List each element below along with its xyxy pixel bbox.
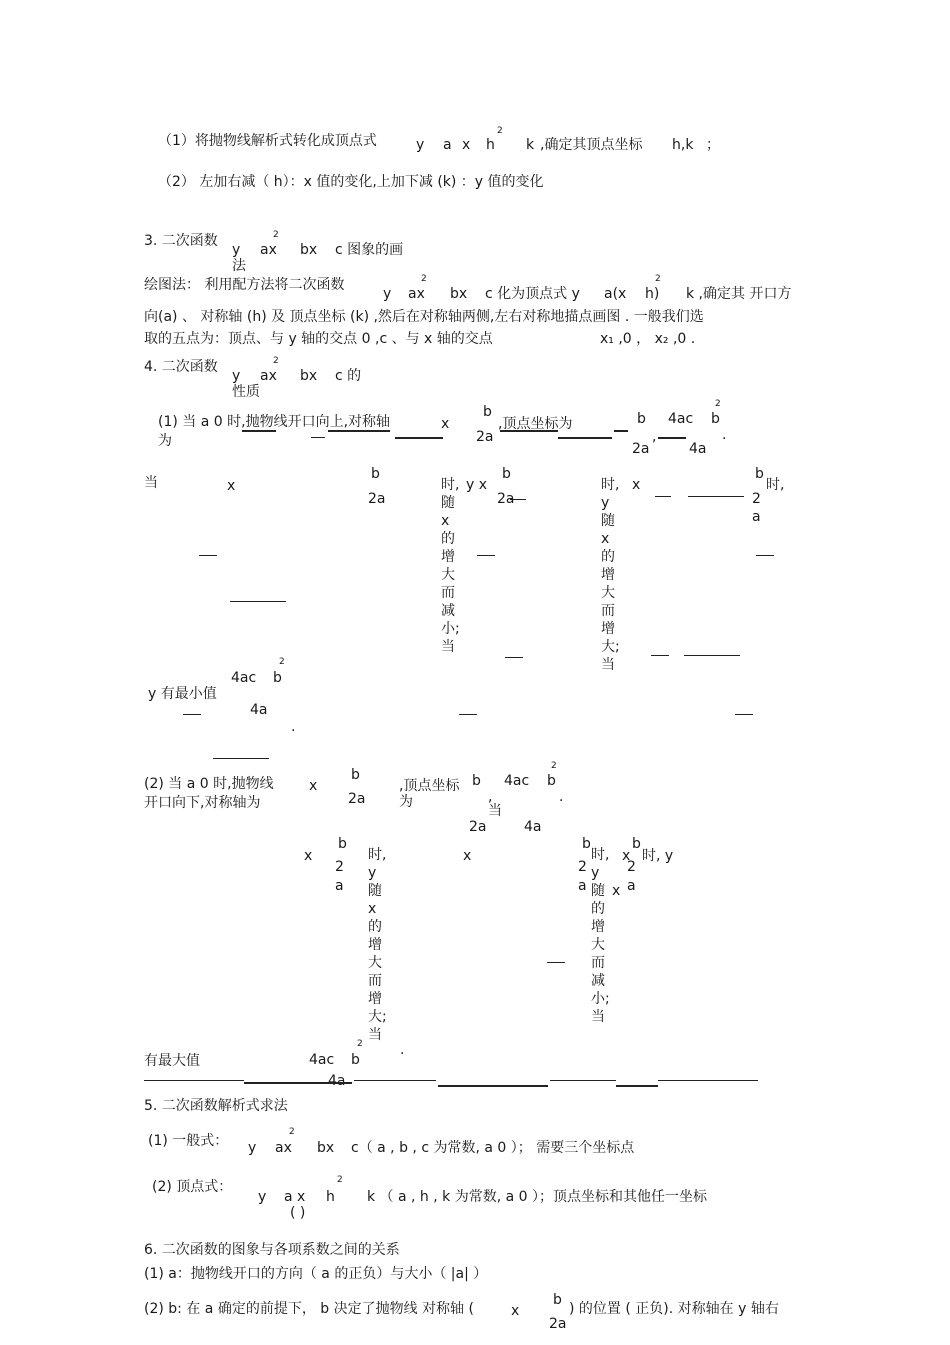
text-fragment: 时,	[766, 477, 785, 493]
text-fragment: 当	[144, 475, 158, 491]
text-fragment: ( )	[290, 1205, 306, 1221]
text-fragment: a x	[284, 1189, 306, 1205]
text-fragment: 为	[399, 794, 413, 810]
text-fragment: 2	[551, 761, 557, 771]
text-fragment: ,顶点坐标为	[498, 416, 573, 432]
text-fragment: c 图象的画	[335, 242, 404, 258]
text-fragment: ,	[488, 789, 493, 805]
vertical-text-column: 时,y随的增大而减小;当	[591, 847, 610, 1025]
text-fragment: x	[441, 416, 450, 432]
text-fragment: a	[335, 878, 344, 894]
text-fragment: b	[755, 466, 764, 482]
text-fragment: (2) 顶点式：	[152, 1179, 233, 1195]
text-fragment: b	[483, 404, 492, 420]
text-fragment: x	[463, 848, 472, 864]
text-fragment: bx	[300, 242, 318, 258]
text-fragment: 2	[273, 356, 279, 366]
text-fragment: 4ac	[668, 411, 694, 427]
text-fragment: y	[416, 137, 425, 153]
text-fragment: ax	[260, 242, 277, 258]
text-fragment: 2	[335, 859, 344, 875]
text-fragment: ,确定其顶点坐标	[540, 137, 643, 153]
text-fragment: 绘图法： 利用配方法将二次函数	[144, 277, 345, 293]
text-fragment: ,	[652, 429, 657, 445]
text-fragment: b	[351, 1052, 360, 1068]
text-fragment: 2	[273, 230, 279, 240]
text-fragment: b	[351, 767, 360, 783]
text-fragment: ) 的位置 ( 正负). 对称轴在 y 轴右	[569, 1301, 779, 1317]
text-fragment: 4a	[250, 702, 268, 718]
text-fragment: (2) b: 在 a 确定的前提下， b 决定了抛物线 对称轴 (	[144, 1301, 474, 1317]
fraction-bar	[505, 657, 523, 658]
text-fragment: k （ a , h , k 为常数, a 0 ）；顶点坐标和其他任一坐标	[367, 1189, 708, 1205]
text-fragment: b	[582, 836, 591, 852]
text-fragment: 2	[357, 1039, 363, 1049]
text-fragment: x₁ ,0 ， x₂ ,0 .	[600, 331, 696, 347]
text-fragment: h	[326, 1189, 335, 1205]
text-fragment: b	[472, 773, 481, 789]
text-fragment: ax	[275, 1140, 292, 1156]
text-fragment: 2	[627, 859, 636, 875]
fraction-bar	[230, 601, 286, 602]
text-fragment: b	[711, 411, 720, 427]
text-fragment: a	[443, 137, 452, 153]
text-fragment: 法	[232, 258, 246, 274]
text-fragment: x	[511, 1303, 520, 1319]
text-fragment: x	[309, 778, 318, 794]
text-fragment: 2	[655, 274, 661, 284]
text-fragment: 向(a) 、 对称轴 (h) 及 顶点坐标 (k) ,然后在对称轴两侧,左右对称地描点画图 . 一般我们选	[144, 309, 704, 325]
text-fragment: 4ac	[504, 773, 530, 789]
text-fragment: y	[383, 286, 392, 302]
text-fragment: 2a	[549, 1316, 567, 1332]
text-fragment: x	[612, 883, 621, 899]
text-fragment: ax	[260, 368, 277, 384]
text-fragment: .	[400, 1042, 405, 1058]
text-fragment: 2	[578, 859, 587, 875]
text-fragment: b	[632, 836, 641, 852]
fraction-bar	[547, 962, 565, 963]
text-fragment: y	[232, 368, 241, 384]
text-fragment: x	[462, 137, 471, 153]
text-fragment: k	[526, 137, 535, 153]
text-fragment: 3. 二次函数	[144, 233, 218, 249]
text-fragment: 4a	[328, 1073, 346, 1089]
text-fragment: ax	[408, 286, 425, 302]
text-fragment: 2	[279, 657, 285, 667]
fraction-bar	[354, 1080, 436, 1081]
text-fragment: x	[632, 477, 641, 493]
fraction-bar	[183, 714, 201, 715]
text-fragment: 2	[715, 399, 721, 409]
text-fragment: 4. 二次函数	[144, 359, 218, 375]
text-fragment: bx	[300, 368, 318, 384]
text-fragment: y 有最小值	[148, 686, 217, 702]
text-fragment: h,k	[672, 137, 694, 153]
text-fragment: c 的	[335, 368, 362, 384]
fraction-bar	[658, 1080, 758, 1081]
text-fragment: 4a	[524, 819, 542, 835]
text-fragment: 取的五点为：顶点、与 y 轴的交点 0 ,c 、与 x 轴的交点	[144, 331, 493, 347]
text-fragment: x	[227, 478, 236, 494]
text-fragment: 2a	[469, 819, 487, 835]
fraction-bar	[459, 714, 477, 715]
text-fragment: c 化为顶点式 y	[485, 286, 580, 302]
fraction-bar	[199, 555, 217, 556]
fraction-bar	[328, 430, 390, 432]
text-fragment: b	[371, 466, 380, 482]
text-fragment: 2a	[368, 491, 386, 507]
text-fragment: b	[502, 466, 511, 482]
vertical-text-column: 时,随x的增大而减小;当	[441, 477, 460, 655]
text-fragment: （1）将抛物线解析式转化成顶点式	[158, 133, 377, 149]
fraction-bar	[756, 555, 774, 556]
text-fragment: 2a	[348, 791, 366, 807]
fraction-bar	[655, 496, 671, 497]
text-fragment: a(x	[604, 286, 627, 302]
text-fragment: .	[291, 719, 296, 735]
text-fragment: k ,确定其 开口方	[686, 286, 792, 302]
text-fragment: 4a	[689, 441, 707, 457]
fraction-bar	[658, 437, 686, 439]
text-fragment: b	[553, 1292, 562, 1308]
fraction-bar	[684, 655, 740, 656]
text-fragment: y	[232, 242, 241, 258]
text-fragment: x	[304, 848, 313, 864]
text-fragment: h)	[645, 286, 660, 302]
text-fragment: 2	[337, 1175, 343, 1185]
text-fragment: y	[248, 1140, 257, 1156]
text-fragment: .	[559, 789, 564, 805]
text-fragment: 4ac	[309, 1052, 335, 1068]
text-fragment: .	[722, 427, 727, 443]
text-fragment: a	[578, 878, 587, 894]
fraction-bar	[213, 758, 269, 759]
text-fragment: 2a	[632, 441, 650, 457]
text-fragment: (2) 当 a 0 时,抛物线	[144, 776, 274, 792]
text-fragment: 2	[421, 274, 427, 284]
text-fragment: ；	[706, 137, 720, 153]
text-fragment: 2	[497, 126, 503, 136]
text-fragment: bx	[317, 1140, 335, 1156]
text-fragment: a	[752, 509, 761, 525]
fraction-bar	[614, 430, 628, 432]
fraction-bar	[242, 430, 276, 432]
text-fragment: 有最大值	[144, 1053, 200, 1069]
text-fragment: b	[273, 670, 282, 686]
text-fragment: (1) 一般式：	[148, 1133, 229, 1149]
vertical-text-column: 时,y随x的增大而增大;当	[601, 477, 620, 673]
text-fragment: 2	[289, 1127, 295, 1137]
fraction-bar	[688, 496, 744, 497]
text-fragment: 2a	[476, 429, 494, 445]
text-fragment: 2a	[497, 491, 515, 507]
text-fragment: b	[637, 411, 646, 427]
fraction-bar	[395, 437, 443, 439]
text-fragment: a	[627, 878, 636, 894]
text-fragment: (1) 当 a 0 时,抛物线开口向上,对称轴	[158, 414, 391, 430]
fraction-bar	[244, 1082, 352, 1084]
fraction-bar	[438, 1085, 548, 1087]
text-fragment: 4ac	[231, 670, 257, 686]
text-fragment: 为	[158, 433, 172, 449]
fraction-bar	[144, 1080, 244, 1081]
fraction-bar	[311, 437, 325, 438]
text-fragment: h	[486, 137, 495, 153]
text-fragment: 6. 二次函数的图象与各项系数之间的关系	[144, 1242, 400, 1258]
fraction-bar	[651, 655, 669, 656]
text-fragment: b	[547, 773, 556, 789]
text-fragment: （2） 左加右减（ h）：x 值的变化,上加下减 (k) ：y 值的变化	[158, 174, 544, 190]
text-fragment: 2	[752, 491, 761, 507]
fraction-bar	[510, 499, 526, 500]
text-fragment: 时, y	[642, 848, 674, 864]
text-fragment: 5. 二次函数解析式求法	[144, 1098, 288, 1114]
text-fragment: bx	[450, 286, 468, 302]
text-fragment: y	[258, 1189, 267, 1205]
text-fragment: ,顶点坐标	[399, 778, 460, 794]
fraction-bar	[558, 437, 612, 439]
vertical-text-column: 时,y随x的增大而增大;当	[368, 847, 387, 1043]
text-fragment: 性质	[232, 384, 260, 400]
text-fragment: 开口向下,对称轴为	[144, 795, 261, 811]
text-fragment: 当	[488, 803, 502, 819]
text-fragment: y x	[466, 477, 488, 493]
fraction-bar	[477, 555, 495, 556]
fraction-bar	[500, 430, 558, 432]
text-fragment: c（ a , b , c 为常数, a 0 ）； 需要三个坐标点	[351, 1140, 635, 1156]
fraction-bar	[616, 1085, 658, 1087]
text-fragment: x	[622, 848, 631, 864]
fraction-bar	[735, 714, 753, 715]
fraction-bar	[550, 1080, 616, 1081]
text-fragment: b	[338, 836, 347, 852]
text-fragment: (1) a：抛物线开口的方向（ a 的正负）与大小（ |a| ）	[144, 1266, 488, 1282]
